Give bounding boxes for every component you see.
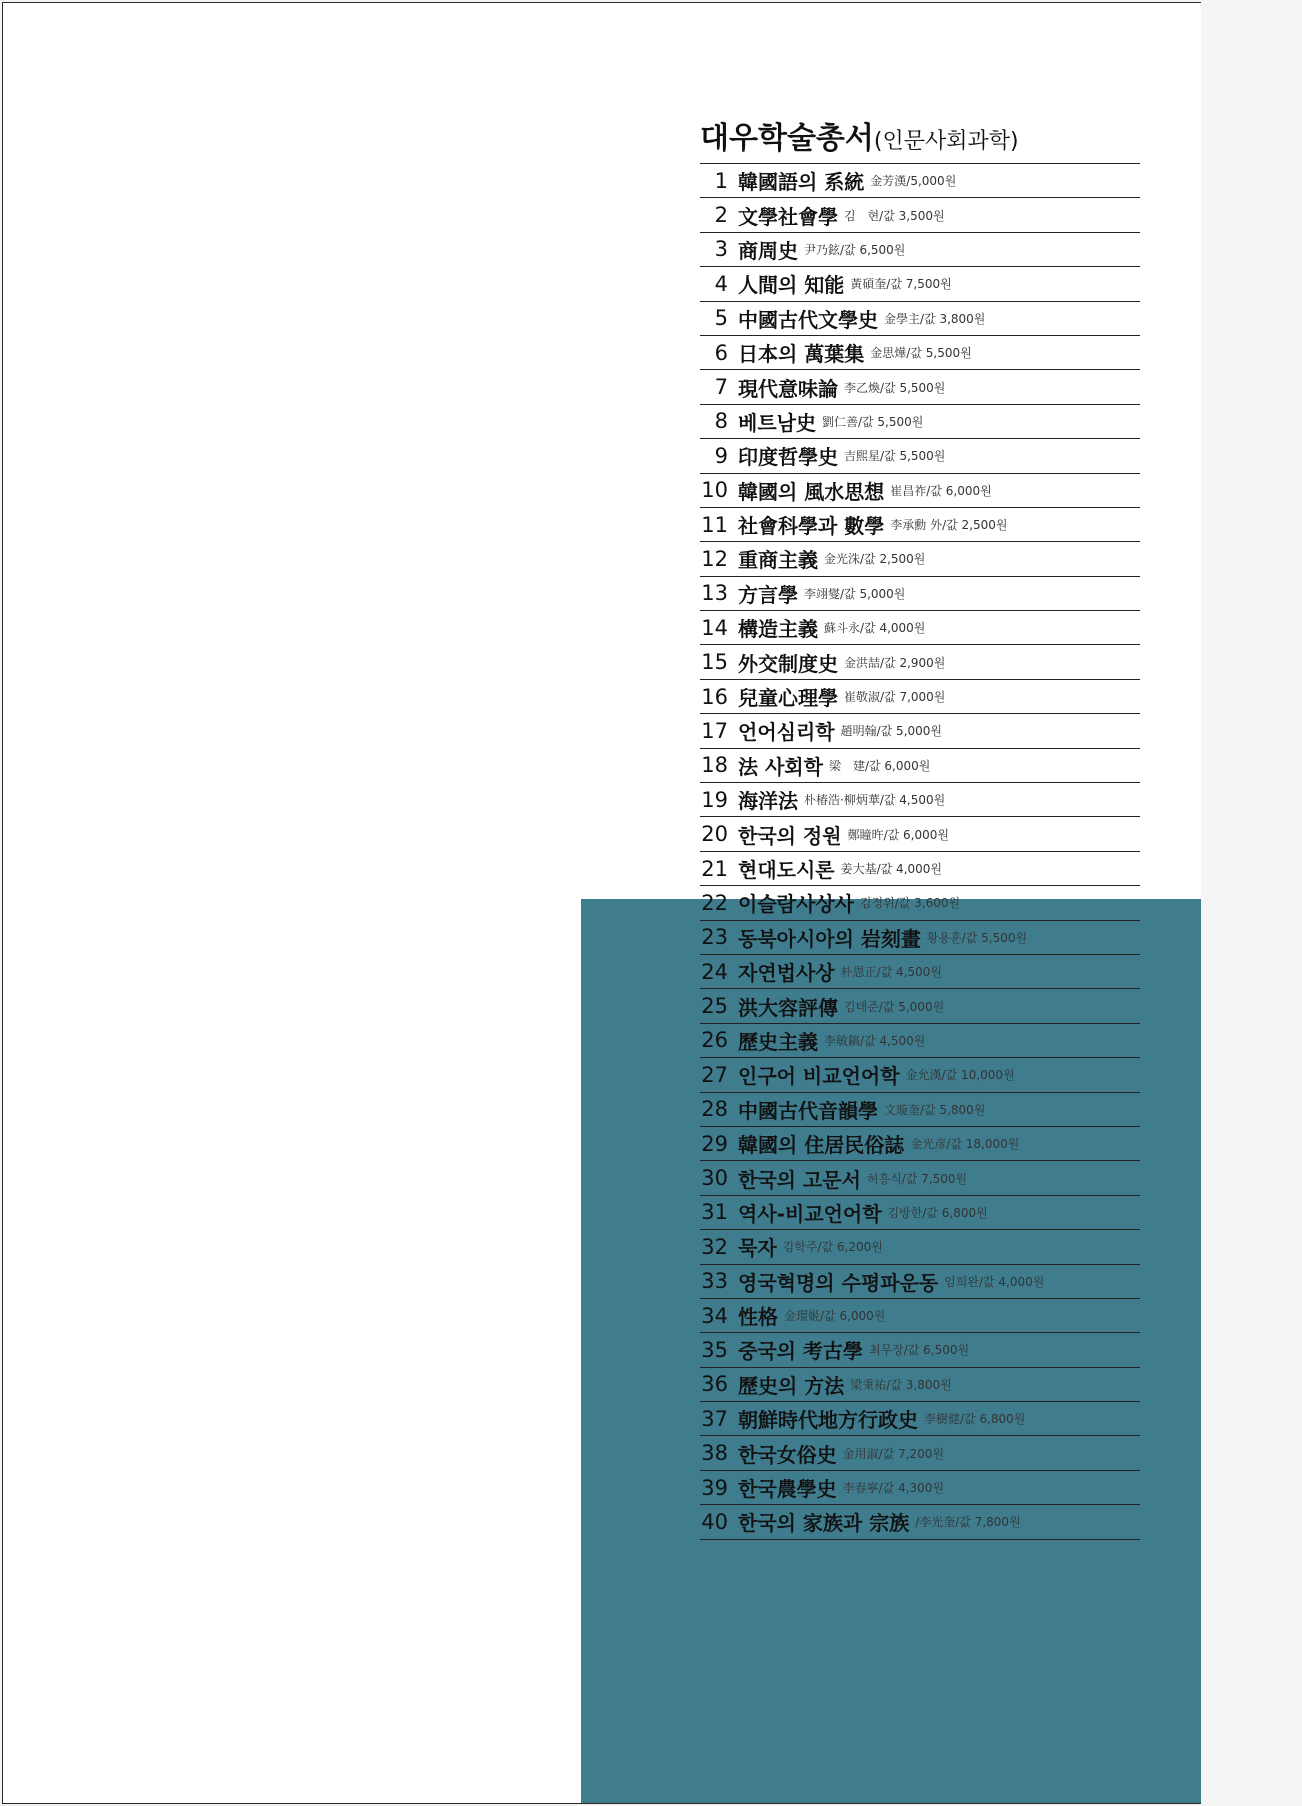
book-number: 38 [701,1441,728,1466]
book-number: 23 [701,925,728,950]
book-title: 朝鮮時代地方行政史 [738,1408,918,1433]
book-title: 性格 [738,1305,778,1330]
book-title: 文學社會學 [738,204,838,229]
book-number: 12 [701,546,728,571]
book-author-price: 文璇奎/값 5,800원 [884,1102,986,1117]
book-author-price: 黃碩奎/값 7,500원 [850,277,952,292]
book-title: 社會科學과 數學 [738,514,885,539]
book-author-price: 金學主/값 3,800원 [884,311,986,326]
book-entry [700,817,1140,851]
book-number: 8 [714,409,728,434]
book-entry [700,1471,1140,1505]
book-author-price: 김 현/값 3,500원 [844,208,945,223]
book-author-price: 김태준/값 5,000원 [844,999,945,1014]
book-number: 20 [701,822,728,847]
book-title: 한국의 정원 [738,823,842,848]
book-number: 16 [701,684,728,709]
book-author-price: /李光奎/값 7,800원 [915,1515,1021,1530]
book-author-price: 李乙煥/값 5,500원 [844,380,946,395]
book-title: 韓國의 住居民俗誌 [738,1133,905,1158]
series-title-main: 대우학술총서 [700,121,874,156]
book-title: 重商主義 [738,548,818,573]
book-entry [700,302,1140,336]
book-number: 32 [701,1234,728,1259]
book-title: 한국의 고문서 [738,1167,861,1192]
book-entry [700,1093,1140,1127]
book-title: 언어심리학 [738,720,835,745]
book-entry [700,370,1140,404]
book-title: 兒童心理學 [738,686,838,711]
book-number: 2 [714,203,728,228]
book-author-price: 임희완/값 4,000원 [944,1274,1045,1289]
book-number: 31 [701,1200,728,1225]
book-author-price: 吉熙星/값 5,500원 [844,449,946,464]
book-author-price: 金光彦/값 18,000원 [910,1137,1020,1152]
book-number: 40 [701,1509,728,1534]
book-title: 중국의 考古學 [738,1339,863,1364]
book-author-price: 鄭瞳旿/값 6,000원 [847,827,949,842]
book-entry [700,680,1140,714]
series-title-subtitle: (인문사회과학) [873,129,1019,154]
book-entry [700,1058,1140,1092]
book-number: 9 [714,443,728,468]
book-number: 37 [701,1406,728,1431]
book-title: 동북아시아의 岩刻畫 [738,926,921,951]
book-entry [700,405,1140,439]
book-entry [700,1161,1140,1195]
book-number: 6 [714,340,728,365]
book-entry [700,336,1140,370]
book-number: 35 [701,1337,728,1362]
book-author-price: 李翊燮/값 5,000원 [804,586,906,601]
book-author-price: 황용훈/값 5,500원 [926,930,1028,945]
book-entry [700,645,1140,679]
book-author-price: 최무장/값 6,500원 [868,1343,970,1358]
book-author-price: 金用淑/값 7,200원 [842,1446,945,1461]
book-title: 外交制度史 [738,651,838,676]
book-entry [700,1333,1140,1367]
book-author-price: 崔昌祚/값 6,000원 [890,483,992,498]
book-entry [700,267,1140,301]
book-title: 현대도시론 [738,858,835,882]
book-number: 15 [701,650,728,675]
book-entry [700,1230,1140,1264]
book-entry [700,198,1140,232]
book-entry [700,233,1140,267]
book-entry [700,611,1140,645]
book-number: 33 [701,1269,728,1294]
book-entry [700,508,1140,542]
book-entry [700,955,1140,989]
book-author-price: 劉仁善/값 5,500원 [821,414,924,429]
book-entry [700,577,1140,611]
book-author-price: 李樹健/값 6,800원 [924,1412,1026,1427]
book-number: 10 [701,478,728,503]
book-title: 인구어 비교언어학 [738,1064,900,1089]
book-title: 中國古代音韻學 [738,1098,878,1123]
book-number: 18 [701,753,728,778]
book-title: 영국혁명의 수평파운동 [738,1270,939,1295]
book-number: 39 [701,1475,728,1500]
book-author-price: 朴椿浩·柳炳華/값 4,500원 [804,793,946,808]
book-number: 25 [701,994,728,1019]
book-title: 韓國語의 系統 [738,170,865,195]
book-entry [700,1024,1140,1058]
book-entry [700,1368,1140,1402]
book-title: 歷史의 方法 [738,1373,845,1398]
book-entry [700,886,1140,920]
book-title: 商周史 [738,238,798,263]
book-title: 자연법사상 [738,961,835,986]
book-title: 이슬람사상사 [738,892,854,917]
book-author-price: 金允漢/값 10,000원 [905,1068,1015,1083]
book-entry [700,439,1140,473]
book-author-price: 金光洙/값 2,500원 [824,552,926,567]
book-title: 方言學 [738,582,798,607]
book-author-price: 金洪喆/값 2,900원 [844,655,946,670]
book-number: 21 [701,856,728,881]
book-entry [700,783,1140,817]
book-entry [700,542,1140,576]
book-number: 14 [701,615,728,640]
book-number: 36 [701,1372,728,1397]
book-author-price: 梁秉祐/값 3,800원 [850,1377,952,1392]
book-author-price: 尹乃鉉/값 6,500원 [804,242,906,257]
book-list [700,163,1140,1540]
book-entry [700,1505,1140,1539]
book-entry [700,1196,1140,1230]
book-author-price: 蘇斗永/값 4,000원 [824,621,926,636]
book-number: 7 [714,375,728,400]
book-title: 洪大容評傳 [738,995,838,1020]
page-margin [1201,0,1302,1806]
book-number: 5 [714,306,728,331]
book-title: 묵자 [738,1236,777,1261]
book-number: 27 [701,1062,728,1087]
book-entry [700,714,1140,748]
book-author-price: 李承勳 外/값 2,500원 [890,518,1008,533]
book-title: 歷史主義 [738,1029,818,1054]
book-author-price: 김정위/값 3,600원 [859,896,961,911]
book-number: 34 [701,1303,728,1328]
book-author-price: 趙明翰/값 5,000원 [840,724,943,739]
book-number: 28 [701,1097,728,1122]
book-author-price: 金璟姬/값 6,000원 [784,1309,886,1324]
book-title: 海洋法 [738,789,798,814]
series-title [700,113,1019,157]
book-title: 베트남史 [738,410,816,435]
book-entry [700,1402,1140,1436]
book-number: 13 [701,581,728,606]
book-author-price: 朴恩正/값 4,500원 [840,965,943,980]
book-title: 한국의 家族과 宗族 [738,1511,910,1536]
book-title: 한국女俗史 [738,1442,837,1467]
book-number: 29 [701,1131,728,1156]
book-title: 한국農學史 [738,1477,837,1502]
book-number: 22 [701,890,728,915]
book-entry [700,989,1140,1023]
book-author-price: 姜大基/값 4,000원 [840,862,943,876]
book-entry [700,163,1140,198]
book-title: 印度哲學史 [738,445,838,470]
book-author-price: 梁 建/값 6,000원 [828,758,931,773]
document-page [2,2,1203,1804]
book-author-price: 崔敬淑/값 7,000원 [844,690,946,705]
book-number: 26 [701,1028,728,1053]
book-author-price: 김방한/값 6,800원 [887,1205,988,1220]
book-entry [700,1127,1140,1161]
book-author-price: 金思燁/값 5,500원 [870,346,972,361]
book-entry [700,1299,1140,1333]
book-number: 30 [701,1166,728,1191]
book-title: 法 사회학 [738,754,823,779]
book-title: 역사-비교언어학 [738,1201,882,1226]
book-number: 24 [701,959,728,984]
book-number: 3 [714,237,728,262]
book-number: 4 [714,271,728,296]
book-title: 日本의 萬葉集 [738,342,865,367]
book-number: 1 [714,168,728,193]
book-author-price: 李敏鎬/값 4,500원 [824,1033,926,1048]
book-title: 現代意味論 [738,376,838,401]
book-entry [700,1436,1140,1470]
book-author-price: 허흥식/값 7,500원 [866,1171,968,1186]
book-title: 韓國의 風水思想 [738,479,885,504]
book-entry [700,749,1140,783]
book-number: 11 [701,512,728,537]
book-entry [700,852,1140,886]
book-title: 人間의 知能 [738,273,845,298]
book-number: 19 [701,787,728,812]
book-title: 構造主義 [738,617,818,642]
book-entry [700,1265,1140,1299]
book-entry [700,921,1140,955]
book-number: 17 [701,718,728,743]
book-author-price: 金芳漢/5,000원 [870,174,957,189]
book-entry [700,474,1140,508]
book-author-price: 김학주/값 6,200원 [782,1240,883,1255]
book-author-price: 李春寧/값 4,300원 [842,1481,945,1496]
book-title: 中國古代文學史 [738,307,878,332]
